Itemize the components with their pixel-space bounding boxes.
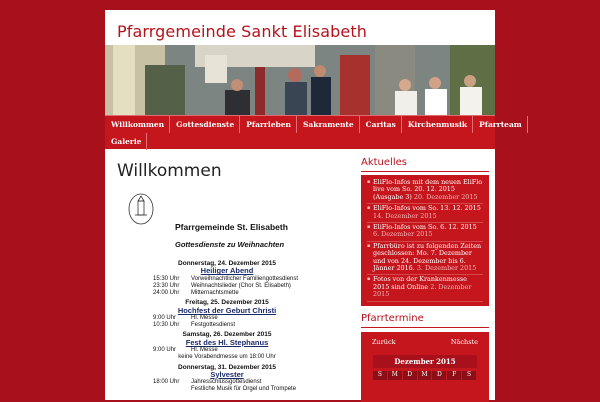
entry-time: 24:00 Uhr — [153, 290, 180, 297]
news-item[interactable] — [367, 242, 483, 276]
calendar-weekdays — [373, 371, 477, 380]
schedule-feast: Heiliger Abend — [200, 266, 254, 276]
news-item[interactable] — [367, 275, 483, 301]
pfarrtermine-title: Pfarrtermine — [361, 313, 489, 328]
page-container — [105, 10, 522, 400]
entry-desc: Jahresschlussgottesdienst — [191, 379, 262, 386]
entry-time: 9:00 Uhr — [153, 315, 177, 322]
schedule-entry — [117, 322, 337, 329]
schedule-feast: Hochfest der Geburt Christi — [177, 305, 277, 315]
schedule-date: Freitag, 25. Dezember 2015 — [185, 299, 269, 307]
weekday-label: D — [403, 371, 417, 380]
nav-row-2 — [105, 133, 147, 150]
parish-name: Pfarrgemeinde St. Elisabeth — [175, 222, 288, 232]
news-date: 14. Dezember 2015 — [373, 211, 437, 220]
entry-desc: Hl. Messe — [191, 347, 218, 354]
news-link[interactable]: EliFlo-Infos vom So. 13. 12. 2015 — [373, 204, 481, 213]
schedule-feast: Sylvester — [210, 369, 244, 379]
schedule-date: Donnerstag, 31. Dezember 2015 — [178, 363, 276, 371]
schedule-date: Donnerstag, 24. Dezember 2015 — [178, 260, 276, 267]
calendar-month: Dezember 2015 — [373, 355, 477, 368]
schedule-note: keine Vorabendmesse um 18:00 Uhr — [178, 354, 276, 361]
entry-desc: Festgottesdienst — [191, 322, 236, 329]
entry-time: 23:30 Uhr — [153, 282, 180, 289]
news-item[interactable] — [367, 178, 483, 204]
news-item[interactable] — [367, 223, 483, 242]
calendar-nav — [367, 338, 483, 346]
nav-row-1 — [105, 116, 528, 133]
nav-item-kirchenmusik[interactable]: Kirchenmusik — [402, 116, 473, 133]
schedule-entry — [117, 379, 337, 386]
schedule-entry — [117, 386, 337, 393]
news-list — [361, 175, 489, 306]
entry-time: 15:30 Uhr — [153, 275, 180, 282]
news-link[interactable]: EliFlo-Infos mit dem neuen EliFlo live vom So. 20. 12. 2015 (Ausgabe 3) — [373, 178, 483, 201]
nav-item-pfarrleben[interactable]: Pfarrleben — [240, 116, 297, 133]
parish-seal-icon — [127, 192, 155, 226]
weekday-label: M — [388, 371, 402, 380]
entry-desc: Hl. Messe — [191, 315, 218, 322]
calendar-prev-link[interactable]: Zurück — [372, 337, 396, 346]
news-item[interactable] — [367, 204, 483, 223]
schedule-feast: Fest des Hl. Stephanus — [185, 337, 269, 347]
nav-item-willkommen[interactable]: Willkommen — [105, 116, 170, 133]
calendar-widget — [361, 332, 489, 402]
news-date: 3. Dezember 2015 — [416, 264, 477, 273]
schedule-entry — [117, 283, 337, 290]
weekday-label: S — [462, 371, 476, 380]
entry-desc: Vorweihnachtlicher Familiengottesdienst — [191, 275, 299, 282]
weekday-label: F — [447, 371, 461, 380]
schedule-entry — [117, 276, 337, 283]
nav-item-caritas[interactable]: Caritas — [360, 116, 402, 133]
schedule-entry — [117, 290, 337, 297]
calendar-next-link[interactable]: Nächste — [450, 337, 478, 346]
schedule-entry — [117, 347, 337, 354]
schedule-date: Samstag, 26. Dezember 2015 — [182, 331, 272, 339]
aktuelles-title: Aktuelles — [361, 157, 489, 172]
weekday-label: D — [432, 371, 446, 380]
header-banner-image — [105, 45, 495, 115]
schedule-subtitle: Gottesdienste zu Weihnachten — [175, 240, 285, 249]
news-link[interactable]: Pfarrbüro ist zu folgenden Zeiten geschlossen: Mo. 7. Dezember und von 24. Dezember bis 6. Jänner 2016. — [373, 241, 482, 273]
site-title[interactable]: Pfarrgemeinde Sankt Elisabeth — [117, 22, 367, 41]
entry-time: 18:00 Uhr — [153, 379, 180, 386]
entry-desc: Festliche Musik für Orgel und Trompete — [191, 386, 297, 393]
news-date: 2. Dezember 2015 — [373, 282, 472, 299]
news-date: 6. Dezember 2015 — [373, 230, 433, 239]
entry-desc: Weihnachtslieder (Chor St. Elisabeth) — [191, 282, 291, 289]
entry-time: 9:00 Uhr — [153, 347, 177, 354]
main-navigation — [105, 115, 522, 149]
weekday-label: M — [418, 371, 432, 380]
nav-item-galerie[interactable]: Galerie — [105, 133, 147, 150]
nav-item-sakramente[interactable]: Sakramente — [297, 116, 360, 133]
nav-item-pfarrteam[interactable]: Pfarrteam — [473, 116, 528, 133]
schedule-entry — [117, 315, 337, 322]
nav-item-gottesdienste[interactable]: Gottesdienste — [170, 116, 240, 133]
page-heading: Willkommen — [117, 161, 222, 181]
christmas-schedule-image — [117, 188, 337, 400]
news-link[interactable]: Fotos von der Krankenmesse 2015 sind Online — [373, 275, 467, 291]
schedule-list — [117, 258, 337, 394]
entry-time: 10:30 Uhr — [153, 322, 180, 329]
sidebar — [361, 157, 489, 402]
entry-desc: Mitternachtsmette — [191, 290, 239, 297]
news-date: 20. Dezember 2015 — [413, 192, 478, 201]
weekday-label: S — [373, 371, 387, 380]
news-link[interactable]: EliFlo-Infos vom So. 6. 12. 2015 — [373, 223, 477, 232]
